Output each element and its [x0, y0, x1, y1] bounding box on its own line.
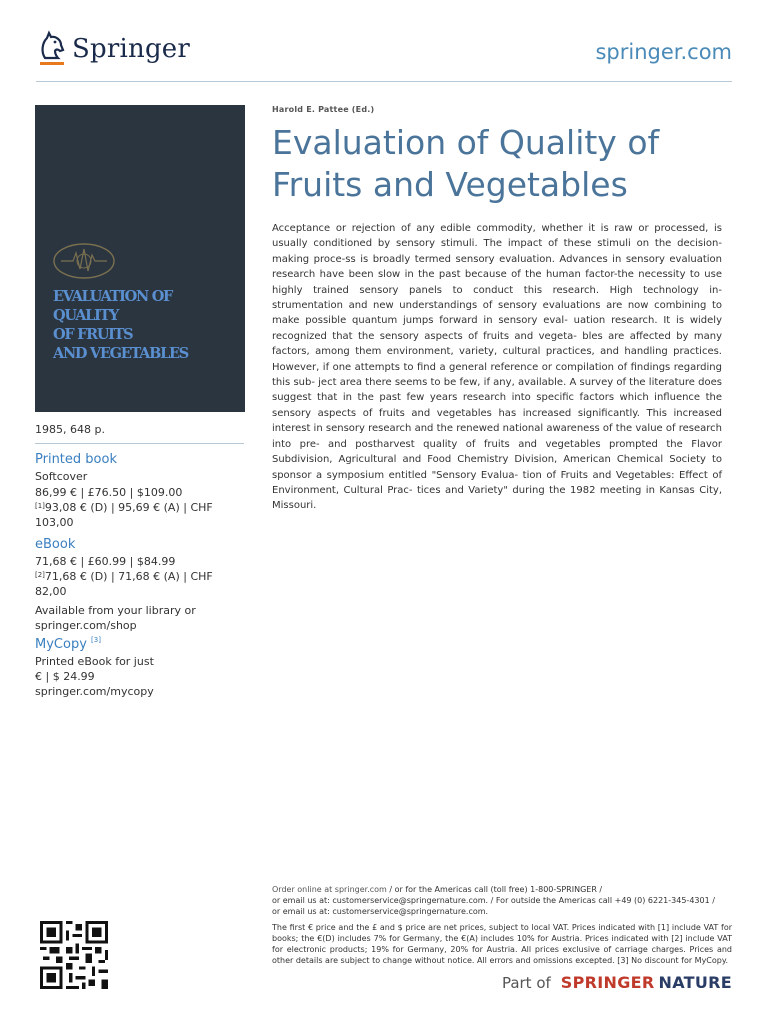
ebook-price-vat: [2]71,68 € (D) | 71,68 € (A) | CHF: [35, 570, 213, 583]
brand-name: Springer: [72, 34, 191, 64]
printed-format: Softcover: [35, 470, 88, 483]
printed-book-heading: Printed book: [35, 452, 117, 467]
printed-price-vat: [1]93,08 € (D) | 95,69 € (A) | CHF: [35, 501, 213, 514]
book-title: Evaluation of Quality of Fruits and Vegetables: [272, 123, 660, 204]
order-email-line: or email us at: customerservice@springernature.com. / For outside the Americas call +49 (0) 6221-345-4301 /: [272, 896, 715, 905]
ebook-price-vat-cont: 82,00: [35, 585, 67, 598]
mycopy-link[interactable]: springer.com/mycopy: [35, 685, 154, 698]
meta-divider: [35, 443, 244, 444]
printed-price: 86,99 € | £76.50 | $109.00: [35, 486, 183, 499]
springer-wordmark: SPRINGER: [560, 973, 655, 992]
book-editor: Harold E. Pattee (Ed.): [272, 105, 375, 114]
cover-title: EVALUATION OF QUALITY OF FRUITS AND VEGETABLES: [53, 288, 188, 362]
book-description: Acceptance or rejection of any edible commodity, whether it is raw or processed, is usually conditioned by sensory stimuli. The impact of these stimuli on the decision-making proce-ss is broadly termed sensory evaluation. Advances in sensory evaluation research have been slow in the past because of the human factor-the necessity to use highly trained sensory panels to conduct this research. High technology in- strumentation and new understandings of sensory evaluations are now combining to make possible quantum jumps forward in sensory eval- uation research. It is widely recognized that the sensory aspects of fruits and vegeta- bles are affected by many factors, among them environment, variety, cultural practices, and handling practices. However, if one attempts to find a general reference or compilation of findings regarding this sub- ject area there seems to be few, if any, available. A survey of the literature does suggest that in the past few years research into specific factors which influence the sensory aspects of fruits and vegetables has increased significantly. This increased interest in sensory research and the renewed national awareness of the value of research into pre- and postharvest quality of fruits and vegetables prompted the Flavor Subdivision, Agricultural and Food Chemistry Division, American Chemical Society to sponsor a symposium entitled "Sensory Evalua- tion of Fruits and Vegetables: Effect of Environment, Cultural Prac- tices and Variety" during the 1982 meeting in Kansas City, Missouri.: [272, 223, 722, 512]
mycopy-text: Printed eBook for just: [35, 655, 154, 668]
ebook-price: 71,68 € | £60.99 | $84.99: [35, 555, 176, 568]
springer-logo[interactable]: [36, 30, 190, 68]
footnote-3: [3]: [91, 636, 101, 644]
ebook-heading: eBook: [35, 537, 76, 552]
availability-text: Available from your library or: [35, 604, 196, 617]
order-email-line-2: or email us at: customerservice@springernature.com.: [272, 907, 489, 916]
footnote-2: [2]: [35, 571, 45, 579]
cover-emblem-icon: [51, 241, 133, 285]
nature-wordmark: NATURE: [658, 973, 732, 992]
site-link[interactable]: springer.com: [595, 40, 732, 64]
order-info: Order online at springer.com / or for the Americas call (toll free) 1-800-SPRINGER / or email us at: customerservice@springernature.com. / For outside the Americas call +49 (0) 6221-345-4301 / or email us at: customerservice@springernature.com.: [272, 884, 732, 917]
springer-nature-logo[interactable]: [502, 973, 732, 992]
footnote-1: [1]: [35, 502, 45, 510]
mycopy-heading: MyCopy [3]: [35, 636, 101, 652]
publication-meta: 1985, 648 p.: [35, 423, 105, 436]
part-of-label: Part of: [501, 974, 551, 992]
mycopy-price: € | $ 24.99: [35, 670, 95, 683]
printed-price-vat-cont: 103,00: [35, 516, 74, 529]
price-disclaimer: The first € price and the £ and $ price are net prices, subject to local VAT. Prices indicated with [1] include VAT for books; the €(D) includes 7% for Germany, the €(A) includes 10% for Austria. Prices indicated with [2] include VAT for electronic products; 19% for Germany, 20% for Austria. All prices exclusive of carriage charges. Prices and other details are subject to change without notice. All errors and omissions excepted. [3] No discount for MyCopy.: [272, 923, 732, 965]
book-cover: [35, 105, 245, 412]
header-divider: [36, 81, 732, 82]
order-online-link[interactable]: Order online at springer.com: [272, 885, 387, 894]
shop-link[interactable]: springer.com/shop: [35, 619, 137, 632]
horse-head-icon: [36, 30, 66, 68]
qr-code-icon: [40, 921, 108, 989]
